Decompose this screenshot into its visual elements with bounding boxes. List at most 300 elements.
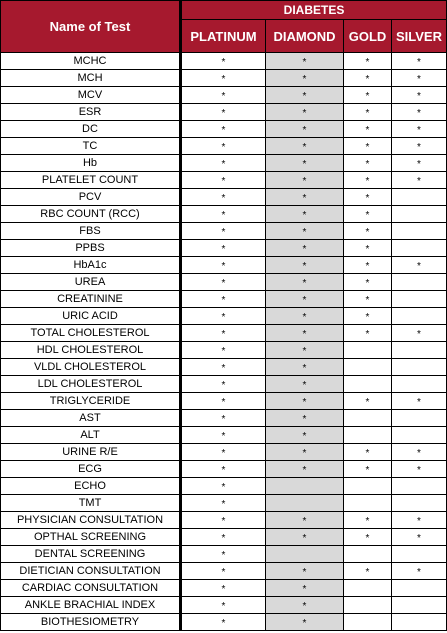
included-mark: * (417, 328, 421, 340)
cell-gold (344, 104, 392, 121)
table-row (1, 87, 447, 104)
included-mark: * (221, 73, 226, 85)
included-mark: * (302, 566, 307, 578)
cell-gold (344, 410, 392, 427)
cell-diamond (266, 444, 344, 461)
cell-silver (392, 546, 447, 563)
test-name: DENTAL SCREENING (1, 546, 181, 563)
cell-gold (344, 240, 392, 257)
cell-gold (344, 189, 392, 206)
cell-gold (344, 512, 392, 529)
cell-silver (392, 291, 447, 308)
table-row (1, 172, 447, 189)
included-mark: * (365, 226, 370, 238)
test-name: ECHO (1, 478, 181, 495)
cell-silver (392, 495, 447, 512)
cell-platinum (181, 121, 266, 138)
cell-silver (392, 240, 447, 257)
included-mark: * (221, 243, 226, 255)
included-mark: * (365, 260, 370, 272)
table-row (1, 393, 447, 410)
included-mark: * (221, 311, 226, 323)
included-mark: * (417, 73, 421, 85)
cell-gold (344, 529, 392, 546)
included-mark: * (221, 430, 226, 442)
included-mark: * (365, 447, 370, 459)
test-name: DIETICIAN CONSULTATION (1, 563, 181, 580)
included-mark: * (417, 141, 421, 153)
cell-diamond (266, 172, 344, 189)
included-mark: * (302, 396, 307, 408)
cell-gold (344, 393, 392, 410)
cell-platinum (181, 206, 266, 223)
cell-diamond (266, 189, 344, 206)
included-mark: * (417, 260, 421, 272)
included-mark: * (365, 515, 370, 527)
included-mark: * (221, 328, 226, 340)
test-name: CREATININE (1, 291, 181, 308)
included-mark: * (302, 515, 307, 527)
included-mark: * (365, 243, 370, 255)
included-mark: * (302, 226, 307, 238)
cell-platinum (181, 495, 266, 512)
table-row (1, 529, 447, 546)
included-mark: * (417, 124, 421, 136)
table-row (1, 155, 447, 172)
cell-silver (392, 580, 447, 597)
table-row (1, 291, 447, 308)
table-row (1, 70, 447, 87)
table-row (1, 257, 447, 274)
table-row (1, 325, 447, 342)
cell-platinum (181, 342, 266, 359)
included-mark: * (365, 532, 370, 544)
cell-platinum (181, 240, 266, 257)
included-mark: * (302, 583, 307, 595)
cell-gold (344, 580, 392, 597)
included-mark: * (221, 362, 226, 374)
included-mark: * (302, 192, 307, 204)
test-name: LDL CHOLESTEROL (1, 376, 181, 393)
included-mark: * (221, 498, 226, 510)
name-of-test-header: Name of Test (1, 1, 181, 53)
included-mark: * (221, 583, 226, 595)
cell-diamond (266, 342, 344, 359)
table-row (1, 427, 447, 444)
cell-gold (344, 155, 392, 172)
cell-platinum (181, 546, 266, 563)
cell-gold (344, 563, 392, 580)
included-mark: * (221, 345, 226, 357)
included-mark: * (221, 277, 226, 289)
test-name: VLDL CHOLESTEROL (1, 359, 181, 376)
table-row (1, 53, 447, 70)
included-mark: * (365, 396, 370, 408)
included-mark: * (365, 328, 370, 340)
included-mark: * (365, 141, 370, 153)
cell-gold (344, 53, 392, 70)
cell-diamond (266, 53, 344, 70)
test-name: MCV (1, 87, 181, 104)
cell-gold (344, 172, 392, 189)
cell-silver (392, 376, 447, 393)
cell-gold (344, 206, 392, 223)
cell-silver (392, 342, 447, 359)
included-mark: * (365, 107, 370, 119)
table-row (1, 189, 447, 206)
included-mark: * (221, 464, 226, 476)
included-mark: * (365, 90, 370, 102)
included-mark: * (302, 107, 307, 119)
table-row (1, 580, 447, 597)
included-mark: * (221, 600, 226, 612)
cell-diamond (266, 308, 344, 325)
included-mark: * (302, 311, 307, 323)
included-mark: * (365, 175, 370, 187)
test-name: ESR (1, 104, 181, 121)
included-mark: * (302, 413, 307, 425)
cell-platinum (181, 70, 266, 87)
test-name: TC (1, 138, 181, 155)
cell-diamond (266, 495, 344, 512)
table-row (1, 223, 447, 240)
cell-platinum (181, 597, 266, 614)
test-name: TRIGLYCERIDE (1, 393, 181, 410)
cell-platinum (181, 478, 266, 495)
table-row (1, 461, 447, 478)
table-row (1, 121, 447, 138)
plan-header-diamond: DIAMOND (266, 20, 344, 53)
table-row (1, 597, 447, 614)
cell-gold (344, 223, 392, 240)
cell-platinum (181, 512, 266, 529)
cell-diamond (266, 104, 344, 121)
cell-platinum (181, 53, 266, 70)
test-name: RBC COUNT (RCC) (1, 206, 181, 223)
cell-diamond (266, 274, 344, 291)
included-mark: * (221, 260, 226, 272)
table-row (1, 138, 447, 155)
plan-header-silver: SILVER (392, 20, 447, 53)
cell-diamond (266, 240, 344, 257)
cell-silver (392, 189, 447, 206)
cell-silver (392, 121, 447, 138)
included-mark: * (302, 464, 307, 476)
cell-diamond (266, 614, 344, 631)
included-mark: * (417, 158, 421, 170)
cell-diamond (266, 478, 344, 495)
cell-gold (344, 308, 392, 325)
included-mark: * (221, 294, 226, 306)
cell-platinum (181, 410, 266, 427)
cell-platinum (181, 274, 266, 291)
cell-silver (392, 614, 447, 631)
included-mark: * (302, 209, 307, 221)
included-mark: * (417, 447, 421, 459)
table-row (1, 308, 447, 325)
cell-platinum (181, 376, 266, 393)
cell-diamond (266, 563, 344, 580)
cell-diamond (266, 393, 344, 410)
cell-silver (392, 53, 447, 70)
included-mark: * (417, 396, 421, 408)
cell-gold (344, 546, 392, 563)
table-row (1, 206, 447, 223)
included-mark: * (302, 175, 307, 187)
cell-platinum (181, 104, 266, 121)
cell-diamond (266, 206, 344, 223)
test-name: MCHC (1, 53, 181, 70)
table-row (1, 512, 447, 529)
cell-silver (392, 257, 447, 274)
included-mark: * (221, 175, 226, 187)
cell-silver (392, 87, 447, 104)
cell-gold (344, 495, 392, 512)
test-name: Hb (1, 155, 181, 172)
cell-silver (392, 138, 447, 155)
table-row (1, 444, 447, 461)
test-name: AST (1, 410, 181, 427)
cell-gold (344, 478, 392, 495)
included-mark: * (221, 396, 226, 408)
included-mark: * (302, 90, 307, 102)
cell-diamond (266, 580, 344, 597)
included-mark: * (302, 617, 307, 629)
cell-silver (392, 410, 447, 427)
test-name: BIOTHESIOMETRY (1, 614, 181, 631)
test-name: MCH (1, 70, 181, 87)
included-mark: * (302, 294, 307, 306)
included-mark: * (365, 566, 370, 578)
cell-silver (392, 104, 447, 121)
cell-diamond (266, 121, 344, 138)
cell-diamond (266, 87, 344, 104)
test-name: PPBS (1, 240, 181, 257)
included-mark: * (302, 73, 307, 85)
included-mark: * (221, 617, 226, 629)
table-row (1, 495, 447, 512)
table-row (1, 478, 447, 495)
included-mark: * (302, 141, 307, 153)
included-mark: * (221, 56, 226, 68)
included-mark: * (221, 447, 226, 459)
included-mark: * (221, 413, 226, 425)
test-name: ECG (1, 461, 181, 478)
cell-silver (392, 70, 447, 87)
included-mark: * (302, 124, 307, 136)
cell-silver (392, 393, 447, 410)
cell-platinum (181, 257, 266, 274)
diabetes-group-header: DIABETES (181, 1, 447, 20)
included-mark: * (221, 192, 226, 204)
included-mark: * (302, 260, 307, 272)
included-mark: * (365, 73, 370, 85)
included-mark: * (221, 141, 226, 153)
included-mark: * (221, 549, 226, 561)
test-name: URIC ACID (1, 308, 181, 325)
included-mark: * (302, 600, 307, 612)
table-row (1, 546, 447, 563)
cell-platinum (181, 427, 266, 444)
included-mark: * (221, 107, 226, 119)
included-mark: * (365, 124, 370, 136)
cell-gold (344, 138, 392, 155)
cell-diamond (266, 597, 344, 614)
table-row (1, 376, 447, 393)
cell-platinum (181, 291, 266, 308)
test-name: ALT (1, 427, 181, 444)
cell-platinum (181, 189, 266, 206)
included-mark: * (221, 124, 226, 136)
table-row (1, 563, 447, 580)
table-row (1, 359, 447, 376)
cell-platinum (181, 359, 266, 376)
cell-platinum (181, 580, 266, 597)
test-name: UREA (1, 274, 181, 291)
cell-silver (392, 478, 447, 495)
included-mark: * (302, 447, 307, 459)
test-rows (1, 53, 447, 631)
cell-diamond (266, 376, 344, 393)
cell-gold (344, 274, 392, 291)
cell-platinum (181, 155, 266, 172)
included-mark: * (302, 379, 307, 391)
included-mark: * (417, 107, 421, 119)
cell-platinum (181, 138, 266, 155)
cell-platinum (181, 461, 266, 478)
cell-gold (344, 614, 392, 631)
included-mark: * (221, 566, 226, 578)
cell-gold (344, 461, 392, 478)
table-row (1, 240, 447, 257)
cell-silver (392, 597, 447, 614)
cell-platinum (181, 614, 266, 631)
cell-diamond (266, 461, 344, 478)
cell-gold (344, 121, 392, 138)
cell-diamond (266, 70, 344, 87)
included-mark: * (221, 209, 226, 221)
test-name: CARDIAC CONSULTATION (1, 580, 181, 597)
included-mark: * (302, 56, 307, 68)
cell-silver (392, 427, 447, 444)
included-mark: * (365, 277, 370, 289)
test-name: FBS (1, 223, 181, 240)
table-row (1, 614, 447, 631)
cell-silver (392, 563, 447, 580)
included-mark: * (365, 192, 370, 204)
cell-platinum (181, 529, 266, 546)
cell-platinum (181, 563, 266, 580)
included-mark: * (221, 158, 226, 170)
cell-silver (392, 444, 447, 461)
cell-diamond (266, 325, 344, 342)
included-mark: * (302, 158, 307, 170)
included-mark: * (221, 226, 226, 238)
test-name: PHYSICIAN CONSULTATION (1, 512, 181, 529)
cell-platinum (181, 87, 266, 104)
test-name: HDL CHOLESTEROL (1, 342, 181, 359)
cell-platinum (181, 223, 266, 240)
cell-diamond (266, 155, 344, 172)
cell-diamond (266, 138, 344, 155)
cell-gold (344, 257, 392, 274)
cell-diamond (266, 410, 344, 427)
test-name: TMT (1, 495, 181, 512)
table-row (1, 274, 447, 291)
cell-gold (344, 427, 392, 444)
cell-gold (344, 70, 392, 87)
included-mark: * (417, 464, 421, 476)
test-name: ANKLE BRACHIAL INDEX (1, 597, 181, 614)
cell-diamond (266, 546, 344, 563)
included-mark: * (417, 90, 421, 102)
plan-header-platinum: PLATINUM (181, 20, 266, 53)
cell-gold (344, 359, 392, 376)
cell-diamond (266, 512, 344, 529)
included-mark: * (221, 90, 226, 102)
test-name: PLATELET COUNT (1, 172, 181, 189)
test-name: URINE R/E (1, 444, 181, 461)
cell-silver (392, 172, 447, 189)
cell-gold (344, 291, 392, 308)
cell-silver (392, 155, 447, 172)
table-row (1, 342, 447, 359)
cell-diamond (266, 359, 344, 376)
cell-silver (392, 359, 447, 376)
included-mark: * (302, 345, 307, 357)
included-mark: * (302, 277, 307, 289)
cell-diamond (266, 257, 344, 274)
cell-silver (392, 223, 447, 240)
included-mark: * (302, 243, 307, 255)
plan-header-gold: GOLD (344, 20, 392, 53)
cell-gold (344, 342, 392, 359)
included-mark: * (417, 515, 421, 527)
cell-silver (392, 206, 447, 223)
test-name: OPTHAL SCREENING (1, 529, 181, 546)
cell-platinum (181, 393, 266, 410)
included-mark: * (417, 532, 421, 544)
included-mark: * (302, 362, 307, 374)
included-mark: * (365, 56, 370, 68)
cell-silver (392, 529, 447, 546)
table-row (1, 104, 447, 121)
included-mark: * (221, 379, 226, 391)
test-name: TOTAL CHOLESTEROL (1, 325, 181, 342)
cell-diamond (266, 529, 344, 546)
cell-silver (392, 325, 447, 342)
cell-platinum (181, 325, 266, 342)
cell-diamond (266, 427, 344, 444)
cell-platinum (181, 308, 266, 325)
test-name: HbA1c (1, 257, 181, 274)
included-mark: * (417, 56, 421, 68)
cell-platinum (181, 444, 266, 461)
included-mark: * (302, 532, 307, 544)
cell-silver (392, 461, 447, 478)
cell-silver (392, 274, 447, 291)
included-mark: * (221, 532, 226, 544)
cell-silver (392, 308, 447, 325)
cell-diamond (266, 223, 344, 240)
included-mark: * (365, 209, 370, 221)
cell-silver (392, 512, 447, 529)
cell-gold (344, 325, 392, 342)
included-mark: * (302, 430, 307, 442)
cell-diamond (266, 291, 344, 308)
included-mark: * (365, 464, 370, 476)
cell-gold (344, 376, 392, 393)
